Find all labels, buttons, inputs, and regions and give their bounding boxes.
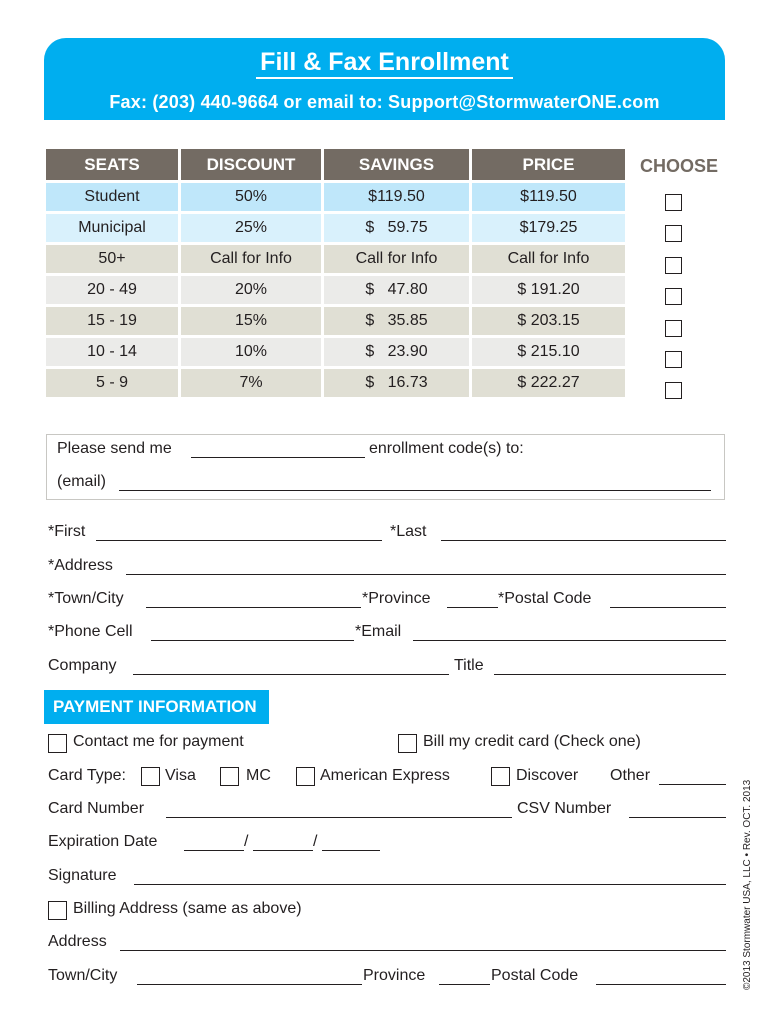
expiration-month-field[interactable] [184,850,244,851]
contact-for-payment-checkbox[interactable] [48,734,67,753]
choose-checkbox-5-9[interactable] [665,382,682,399]
seats-cell: 5 - 9 [46,369,178,397]
choose-checkbox-student[interactable] [665,194,682,211]
price-cell: $ 222.27 [472,369,625,397]
choose-checkbox-10-14[interactable] [665,351,682,368]
price-cell: $179.25 [472,214,625,242]
email-label: *Email [355,623,402,640]
pricing-table [43,146,628,400]
expiration-year-field[interactable] [322,850,380,851]
savings-cell: $ 59.75 [324,214,469,242]
billing-postal-code-label: Postal Code [491,967,579,984]
savings-cell: $119.50 [324,183,469,211]
card-type-label: Card Type: [48,767,126,784]
table-header-row [46,149,625,180]
billing-address-field[interactable] [120,950,726,951]
col-price: PRICE [472,149,625,180]
discover-checkbox[interactable] [491,767,510,786]
town-city-label: *Town/City [48,590,124,607]
seats-cell: 15 - 19 [46,307,178,335]
table-row [46,369,625,397]
savings-cell: $ 35.85 [324,307,469,335]
billing-address-label: Address [48,933,107,950]
american-express-label: American Express [320,767,450,784]
mc-checkbox[interactable] [220,767,239,786]
savings-cell: $ 16.73 [324,369,469,397]
american-express-checkbox[interactable] [296,767,315,786]
seats-cell: Student [46,183,178,211]
last-name-field[interactable] [441,540,726,541]
enrollment-codes-label: enrollment code(s) to: [369,440,524,457]
discount-cell: Call for Info [181,245,321,273]
visa-checkbox[interactable] [141,767,160,786]
discount-cell: 10% [181,338,321,366]
bill-credit-card-label: Bill my credit card (Check one) [423,733,641,750]
title-label: Title [454,657,484,674]
address-label: *Address [48,557,113,574]
billing-postal-code-field[interactable] [596,984,726,985]
discount-cell: 50% [181,183,321,211]
col-seats: SEATS [46,149,178,180]
company-field[interactable] [133,674,449,675]
fax-email-line: Fax: (203) 440-9664 or email to: Support@StormwaterONE.com [109,92,660,112]
province-field[interactable] [447,607,498,608]
other-label: Other [610,767,651,784]
send-email-field[interactable] [119,490,711,491]
savings-cell: Call for Info [324,245,469,273]
form-title: Fill & Fax Enrollment [44,48,725,77]
card-number-field[interactable] [166,817,512,818]
price-cell: $ 215.10 [472,338,625,366]
first-name-field[interactable] [96,540,382,541]
table-row [46,307,625,335]
price-cell: $ 203.15 [472,307,625,335]
billing-town-city-label: Town/City [48,967,118,984]
table-row [46,183,625,211]
postal-code-label: *Postal Code [498,590,592,607]
discount-cell: 15% [181,307,321,335]
code-quantity-field[interactable] [191,457,365,458]
choose-checkbox-50-plus[interactable] [665,257,682,274]
table-row [46,214,625,242]
csv-number-label: CSV Number [517,800,612,817]
seats-cell: 50+ [46,245,178,273]
town-city-field[interactable] [146,607,361,608]
billing-province-field[interactable] [439,984,490,985]
price-cell: $ 191.20 [472,276,625,304]
discount-cell: 25% [181,214,321,242]
choose-checkbox-15-19[interactable] [665,320,682,337]
address-field[interactable] [126,574,726,575]
expiration-date-label: Expiration Date [48,833,158,850]
savings-cell: $ 23.90 [324,338,469,366]
choose-checkbox-municipal[interactable] [665,225,682,242]
date-slash: / [244,833,249,850]
header-banner [44,38,725,120]
payment-information-heading: PAYMENT INFORMATION [44,690,269,724]
discount-cell: 20% [181,276,321,304]
seats-cell: 10 - 14 [46,338,178,366]
col-discount: DISCOUNT [181,149,321,180]
postal-code-field[interactable] [610,607,726,608]
billing-town-city-field[interactable] [137,984,362,985]
signature-label: Signature [48,867,117,884]
expiration-day-field[interactable] [253,850,313,851]
other-card-field[interactable] [659,784,726,785]
date-slash: / [313,833,318,850]
bill-credit-card-checkbox[interactable] [398,734,417,753]
phone-cell-label: *Phone Cell [48,623,133,640]
discover-label: Discover [516,767,579,784]
copyright-notice: ©2013 Stormwater USA, LLC • Rev. OCT. 2013 [742,779,753,990]
col-savings: SAVINGS [324,149,469,180]
company-label: Company [48,657,117,674]
contact-for-payment-label: Contact me for payment [73,733,244,750]
send-email-label: (email) [57,473,106,490]
seats-cell: 20 - 49 [46,276,178,304]
signature-field[interactable] [134,884,726,885]
billing-same-label: Billing Address (same as above) [73,900,302,917]
table-row [46,338,625,366]
price-cell: $119.50 [472,183,625,211]
please-send-label: Please send me [57,440,172,457]
choose-checkbox-20-49[interactable] [665,288,682,305]
savings-cell: $ 47.80 [324,276,469,304]
table-row [46,245,625,273]
billing-province-label: Province [363,967,426,984]
province-label: *Province [362,590,431,607]
card-number-label: Card Number [48,800,145,817]
discount-cell: 7% [181,369,321,397]
visa-label: Visa [165,767,196,784]
last-name-label: *Last [390,523,427,540]
billing-same-checkbox[interactable] [48,901,67,920]
price-cell: Call for Info [472,245,625,273]
csv-number-field[interactable] [629,817,726,818]
table-row [46,276,625,304]
seats-cell: Municipal [46,214,178,242]
email-field[interactable] [413,640,726,641]
choose-heading: CHOOSE [640,156,719,176]
mc-label: MC [246,767,271,784]
phone-cell-field[interactable] [151,640,354,641]
title-field[interactable] [494,674,726,675]
first-name-label: *First [48,523,86,540]
